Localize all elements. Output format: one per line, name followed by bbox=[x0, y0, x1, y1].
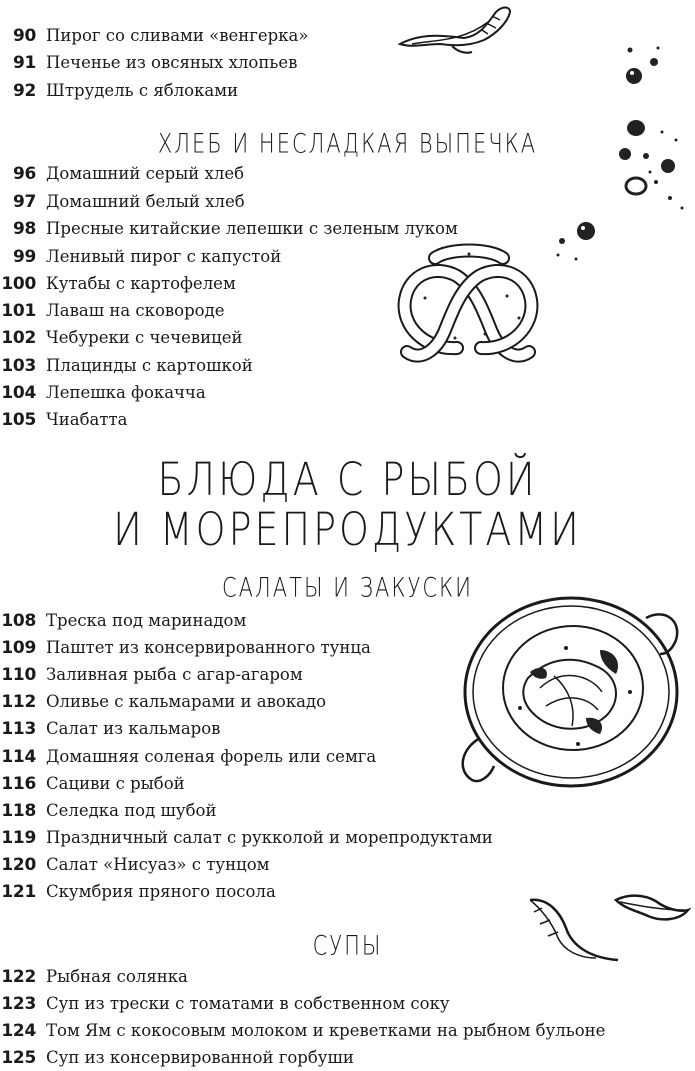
list-item[interactable] bbox=[0, 1017, 605, 1044]
recipe-title: Чебуреки с чечевицей bbox=[46, 328, 243, 347]
page-number: 113 bbox=[1, 718, 36, 739]
list-item[interactable] bbox=[0, 297, 225, 324]
recipe-title: Пирог со сливами «венгерка» bbox=[46, 26, 309, 45]
chapter-title-line2: И МОРЕПРОДУКТАМИ bbox=[113, 503, 582, 556]
page-number: 96 bbox=[12, 163, 36, 184]
recipe-title: Штрудель с яблоками bbox=[46, 81, 239, 100]
page-number: 123 bbox=[1, 993, 36, 1014]
list-item[interactable] bbox=[0, 406, 127, 433]
chapter-title-line1: БЛЮДА С РЫБОЙ bbox=[157, 453, 538, 506]
section-heading-salads: САЛАТЫ И ЗАКУСКИ bbox=[221, 572, 474, 603]
recipe-title: Рыбная солянка bbox=[46, 967, 188, 986]
seeds-illustration bbox=[612, 112, 688, 216]
list-item[interactable] bbox=[0, 352, 253, 379]
page-number: 110 bbox=[1, 664, 36, 685]
recipe-title: Ленивый пирог с капустой bbox=[46, 247, 282, 266]
list-item[interactable] bbox=[0, 743, 376, 770]
page-number: 118 bbox=[1, 800, 36, 821]
page-number: 116 bbox=[1, 773, 36, 794]
list-item[interactable] bbox=[0, 770, 185, 797]
list-item[interactable] bbox=[0, 270, 236, 297]
recipe-title: Печенье из овсяных хлопьев bbox=[46, 53, 298, 72]
page-number: 90 bbox=[12, 25, 36, 46]
recipe-title: Пресные китайские лепешки с зеленым луком bbox=[46, 219, 458, 238]
page-number: 122 bbox=[1, 966, 36, 987]
recipe-title: Чиабатта bbox=[46, 410, 128, 429]
page-number: 98 bbox=[12, 218, 36, 239]
page-number: 97 bbox=[12, 191, 36, 212]
section-heading-bread: ХЛЕБ И НЕСЛАДКАЯ ВЫПЕЧКА bbox=[157, 128, 538, 159]
list-item[interactable] bbox=[0, 878, 276, 905]
list-item[interactable] bbox=[0, 1044, 354, 1071]
list-item[interactable] bbox=[0, 824, 493, 851]
section-heading-soups: СУПЫ bbox=[312, 930, 383, 961]
page-number: 124 bbox=[1, 1020, 36, 1041]
page-number: 120 bbox=[1, 854, 36, 875]
list-item[interactable] bbox=[0, 607, 246, 634]
list-item[interactable] bbox=[0, 379, 206, 406]
list-item[interactable] bbox=[0, 715, 220, 742]
recipe-title: Домашняя соленая форель или семга bbox=[46, 747, 377, 766]
list-item[interactable] bbox=[0, 963, 188, 990]
page-number: 102 bbox=[1, 327, 36, 348]
recipe-title: Домашний серый хлеб bbox=[46, 164, 245, 183]
page-number: 114 bbox=[1, 746, 36, 767]
list-item[interactable] bbox=[0, 215, 458, 242]
list-item[interactable] bbox=[0, 661, 303, 688]
list-item[interactable] bbox=[0, 49, 297, 76]
page-number: 109 bbox=[1, 637, 36, 658]
pretzel-illustration bbox=[395, 238, 543, 388]
recipe-title: Домашний белый хлеб bbox=[46, 192, 245, 211]
leaf-illustration bbox=[392, 2, 518, 58]
page-number: 105 bbox=[1, 409, 36, 430]
page-number: 108 bbox=[1, 610, 36, 631]
recipe-title: Оливье с кальмарами и авокадо bbox=[46, 692, 327, 711]
page-number: 99 bbox=[12, 246, 36, 267]
berries-illustration bbox=[612, 40, 668, 90]
recipe-title: Треска под маринадом bbox=[46, 611, 247, 630]
recipe-title: Скумбрия пряного посола bbox=[46, 882, 276, 901]
soup-bowl-illustration bbox=[450, 588, 692, 808]
page-number: 103 bbox=[1, 355, 36, 376]
list-item[interactable] bbox=[0, 797, 216, 824]
page-number: 104 bbox=[1, 382, 36, 403]
page-number: 119 bbox=[1, 827, 36, 848]
list-item[interactable] bbox=[0, 243, 281, 270]
list-item[interactable] bbox=[0, 22, 308, 49]
page-number: 91 bbox=[12, 52, 36, 73]
page-number: 101 bbox=[1, 300, 36, 321]
list-item[interactable] bbox=[0, 188, 245, 215]
page-number: 121 bbox=[1, 881, 36, 902]
recipe-title: Селедка под шубой bbox=[46, 801, 217, 820]
recipe-title: Паштет из консервированного тунца bbox=[46, 638, 371, 657]
recipe-title: Кутабы с картофелем bbox=[46, 274, 236, 293]
recipe-title: Плацинды с картошкой bbox=[46, 356, 253, 375]
page-number: 100 bbox=[1, 273, 36, 294]
recipe-title: Лепешка фокачча bbox=[46, 383, 206, 402]
list-item[interactable] bbox=[0, 160, 244, 187]
recipe-title: Салат из кальмаров bbox=[46, 719, 221, 738]
berry-illustration bbox=[550, 215, 600, 271]
recipe-title: Сациви с рыбой bbox=[46, 774, 185, 793]
list-item[interactable] bbox=[0, 688, 326, 715]
page-number: 92 bbox=[12, 80, 36, 101]
list-item[interactable] bbox=[0, 77, 238, 104]
list-item[interactable] bbox=[0, 634, 371, 661]
recipe-title: Суп из консервированной горбуши bbox=[46, 1048, 354, 1067]
recipe-title: Праздничный салат с рукколой и морепродуктами bbox=[46, 828, 493, 847]
leaves-illustration bbox=[520, 888, 692, 972]
recipe-title: Суп из трески с томатами в собственном соку bbox=[46, 994, 450, 1013]
page-number: 125 bbox=[1, 1047, 36, 1068]
recipe-title: Салат «Нисуаз» с тунцом bbox=[46, 855, 270, 874]
recipe-title: Заливная рыба с агар-агаром bbox=[46, 665, 303, 684]
recipe-title: Лаваш на сковороде bbox=[46, 301, 225, 320]
recipe-title: Том Ям с кокосовым молоком и креветками на рыбном бульоне bbox=[46, 1021, 606, 1040]
list-item[interactable] bbox=[0, 324, 243, 351]
list-item[interactable] bbox=[0, 990, 450, 1017]
page-number: 112 bbox=[1, 691, 36, 712]
list-item[interactable] bbox=[0, 851, 269, 878]
